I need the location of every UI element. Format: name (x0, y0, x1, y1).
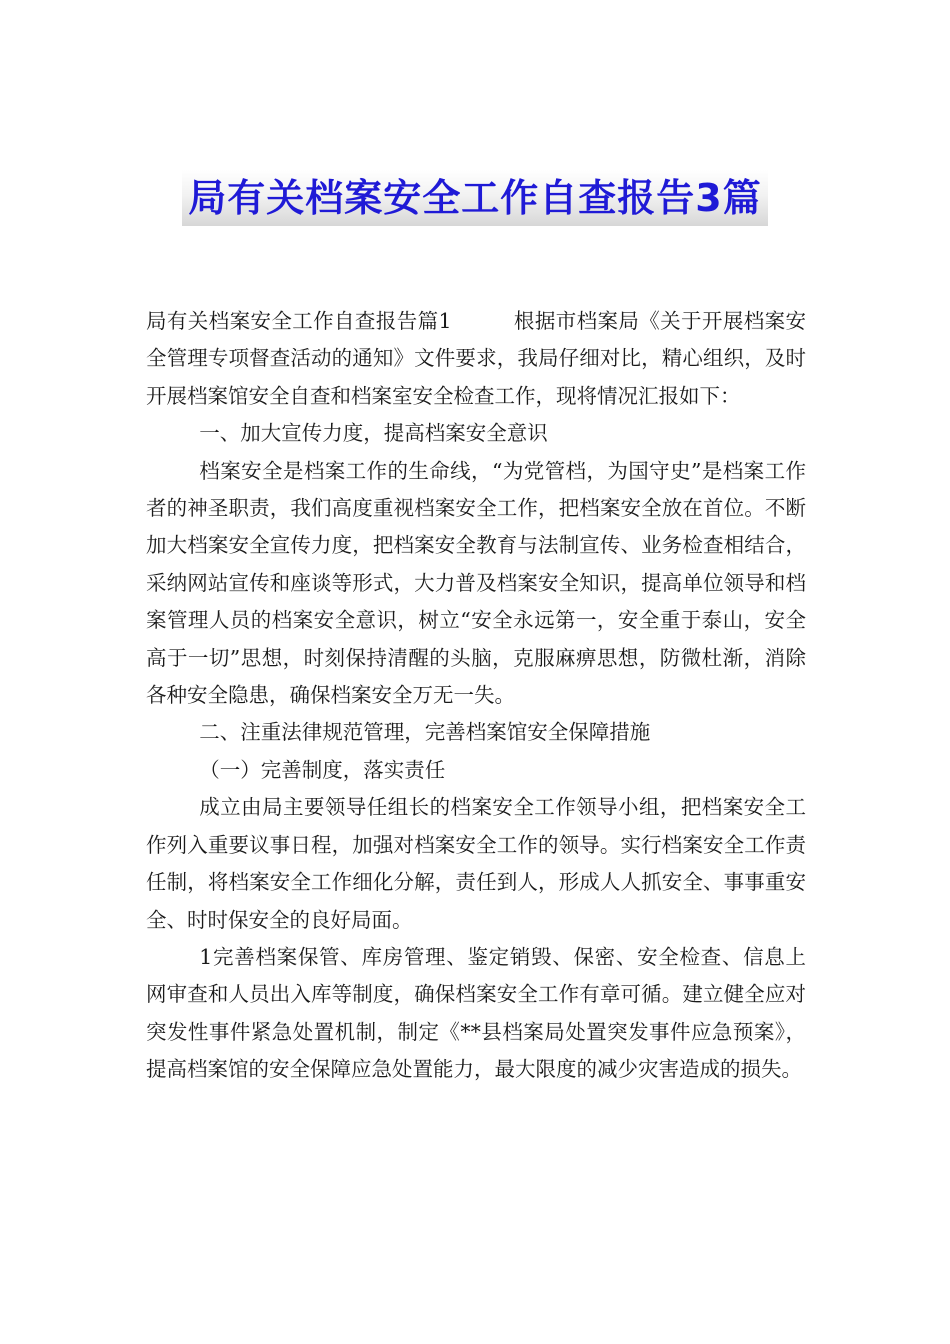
section-heading-1: 一、加大宣传力度，提高档案安全意识 (199, 421, 548, 446)
subsection-heading-1: （一）完善制度，落实责任 (199, 757, 446, 782)
paragraph-intro (146, 303, 806, 415)
title-container (0, 170, 950, 226)
paragraph-2: 成立由局主要领导任组长的档案安全工作领导小组，把档案安全工作列入重要议事日程，加强对档案安全工作的领导。实行档案安全工作责任制，将档案安全工作细化分解，责任到人，形成人人抓安全、事事重安全、时时保安全的良好局面。 (146, 795, 806, 932)
document-body (146, 303, 806, 1089)
inline-heading: 局有关档案安全工作自查报告篇1 (146, 309, 452, 333)
section-heading-2: 二、注重法律规范管理，完善档案馆安全保障措施 (199, 720, 651, 745)
paragraph-3: 1完善档案保管、库房管理、鉴定销毁、保密、安全检查、信息上网审查和人员出入库等制度，确保档案安全工作有章可循。建立健全应对突发性事件紧急处置机制，制定《**县档案局处置突发事件应急预案》，提高档案馆的安全保障应急处置能力，最大限度的减少灾害造成的损失。 (146, 944, 806, 1082)
document-title: 局有关档案安全工作自查报告3篇 (182, 170, 767, 226)
paragraph-text: 根据市档案局《关于开展档案安全管理专项督查活动的通知》文件要求，我局仔细对比，精心组织，及时开展档案馆安全自查和档案室安全检查工作，现将情况汇报如下： (146, 309, 807, 408)
paragraph-1: 档案安全是档案工作的生命线，“为党管档，为国守史”是档案工作者的神圣职责，我们高度重视档案安全工作，把档案安全放在首位。不断加大档案安全宣传力度，把档案安全教育与法制宣传、业务检查相结合，采纳网站宣传和座谈等形式，大力普及档案安全知识，提高单位领导和档案管理人员的档案安全意识，树立“安全永远第一，安全重于泰山，安全高于一切”思想，时刻保持清醒的头脑，克服麻痹思想，防微杜渐，消除各种安全隐患，确保档案安全万无一失。 (146, 458, 806, 708)
